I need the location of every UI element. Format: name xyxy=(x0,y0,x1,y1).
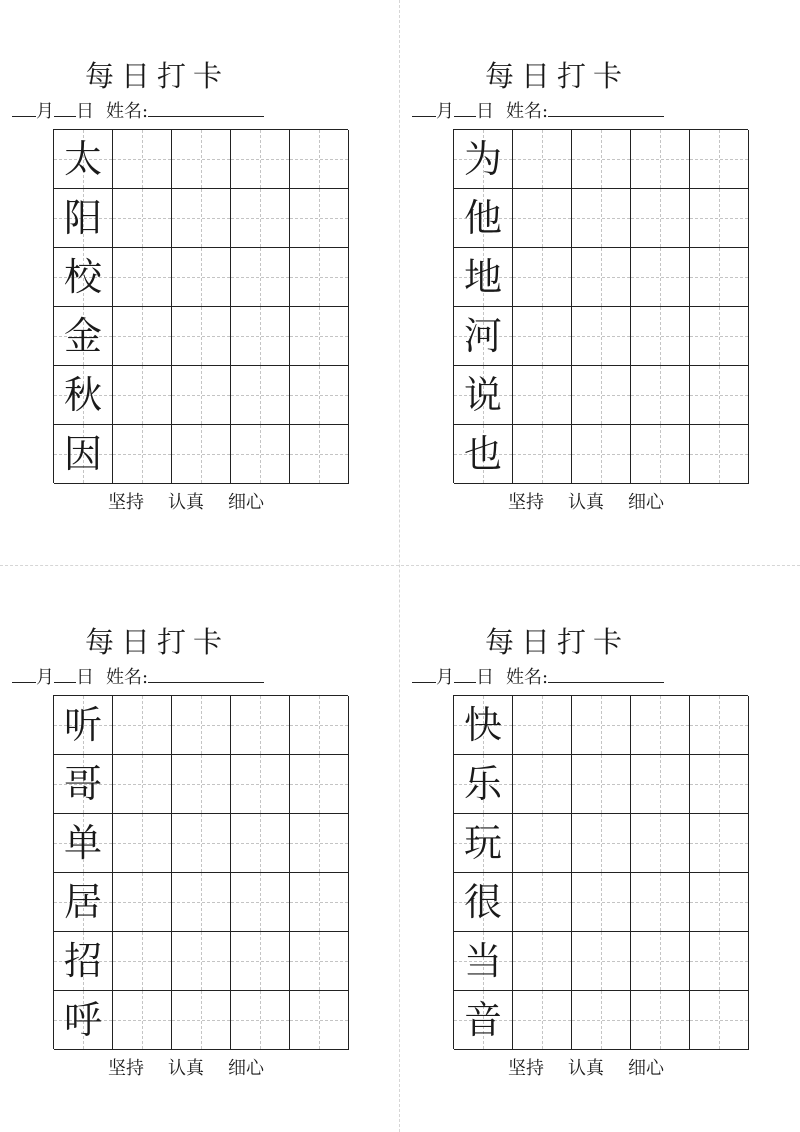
practice-cell[interactable] xyxy=(113,425,172,484)
model-character-cell xyxy=(454,755,513,814)
practice-cell[interactable] xyxy=(290,755,349,814)
model-character: 很 xyxy=(463,880,502,924)
writing-grid xyxy=(453,129,748,483)
practice-cell[interactable] xyxy=(572,248,631,307)
model-character-cell xyxy=(54,248,113,307)
motto-word: 坚持 xyxy=(508,1058,544,1079)
name-blank[interactable] xyxy=(548,96,664,117)
model-character: 哥 xyxy=(63,762,102,806)
model-character: 秋 xyxy=(63,373,102,417)
motto-word: 细心 xyxy=(228,1058,264,1079)
practice-cell[interactable] xyxy=(172,814,231,873)
practice-cell[interactable] xyxy=(690,425,749,484)
model-character-cell xyxy=(454,189,513,248)
name-label: 姓名: xyxy=(506,101,549,122)
motto-word: 细心 xyxy=(628,492,664,513)
day-blank[interactable] xyxy=(54,662,76,683)
practice-cell[interactable] xyxy=(690,189,749,248)
model-character-cell xyxy=(54,366,113,425)
card-title: 每日打卡 xyxy=(84,59,229,93)
practice-cell[interactable] xyxy=(172,755,231,814)
motto-line xyxy=(508,1056,688,1082)
motto-word: 坚持 xyxy=(508,492,544,513)
practice-cell[interactable] xyxy=(290,932,349,991)
practice-cell[interactable] xyxy=(231,307,290,366)
practice-cell[interactable] xyxy=(631,366,690,425)
practice-cell[interactable] xyxy=(631,696,690,755)
name-blank[interactable] xyxy=(148,662,264,683)
day-label: 日 xyxy=(76,101,94,122)
practice-cell[interactable] xyxy=(690,696,749,755)
practice-cell[interactable] xyxy=(572,307,631,366)
practice-cell[interactable] xyxy=(231,755,290,814)
practice-cell[interactable] xyxy=(572,696,631,755)
practice-cell[interactable] xyxy=(231,130,290,189)
model-character: 居 xyxy=(63,880,102,924)
model-character: 也 xyxy=(463,432,502,476)
practice-cell[interactable] xyxy=(172,696,231,755)
day-label: 日 xyxy=(476,667,494,688)
motto-word: 细心 xyxy=(628,1058,664,1079)
practice-cell[interactable] xyxy=(513,130,572,189)
practice-cell[interactable] xyxy=(690,366,749,425)
practice-cell[interactable] xyxy=(113,366,172,425)
motto-word: 认真 xyxy=(568,492,604,513)
date-name-line xyxy=(12,662,302,691)
name-blank[interactable] xyxy=(548,662,664,683)
name-label: 姓名: xyxy=(106,101,149,122)
practice-cell[interactable] xyxy=(513,814,572,873)
practice-cell[interactable] xyxy=(290,425,349,484)
practice-cell[interactable] xyxy=(572,814,631,873)
practice-cell[interactable] xyxy=(172,425,231,484)
practice-cell[interactable] xyxy=(690,130,749,189)
model-character-cell xyxy=(454,932,513,991)
model-character: 河 xyxy=(463,314,502,358)
motto-word: 认真 xyxy=(168,492,204,513)
practice-cell[interactable] xyxy=(172,873,231,932)
month-label: 月 xyxy=(36,101,54,122)
practice-cell[interactable] xyxy=(513,696,572,755)
practice-cell[interactable] xyxy=(113,696,172,755)
writing-grid xyxy=(453,695,748,1049)
model-character-cell xyxy=(454,991,513,1050)
model-character-cell xyxy=(454,425,513,484)
model-character-cell xyxy=(454,873,513,932)
practice-cell[interactable] xyxy=(631,425,690,484)
model-character: 说 xyxy=(463,373,502,417)
day-label: 日 xyxy=(476,101,494,122)
practice-cell[interactable] xyxy=(172,189,231,248)
practice-cell[interactable] xyxy=(513,307,572,366)
practice-cell[interactable] xyxy=(572,873,631,932)
practice-cell[interactable] xyxy=(172,130,231,189)
model-character: 校 xyxy=(63,255,102,299)
practice-cell[interactable] xyxy=(290,366,349,425)
practice-cell[interactable] xyxy=(231,366,290,425)
vertical-cut-line xyxy=(399,0,400,1132)
practice-cell[interactable] xyxy=(631,189,690,248)
date-name-line xyxy=(412,96,702,125)
model-character: 乐 xyxy=(463,762,502,806)
model-character: 因 xyxy=(63,432,102,476)
day-blank[interactable] xyxy=(454,662,476,683)
practice-cell[interactable] xyxy=(290,307,349,366)
model-character: 招 xyxy=(63,939,102,983)
model-character-cell xyxy=(54,696,113,755)
practice-cell[interactable] xyxy=(690,814,749,873)
model-character: 他 xyxy=(463,196,502,240)
practice-cell[interactable] xyxy=(631,130,690,189)
practice-cell[interactable] xyxy=(690,248,749,307)
month-blank[interactable] xyxy=(412,96,436,117)
practice-cell[interactable] xyxy=(631,755,690,814)
practice-cell[interactable] xyxy=(513,425,572,484)
motto-word: 认真 xyxy=(568,1058,604,1079)
model-character-cell xyxy=(454,696,513,755)
day-blank[interactable] xyxy=(54,96,76,117)
practice-cell[interactable] xyxy=(513,248,572,307)
practice-cell[interactable] xyxy=(513,755,572,814)
practice-cell[interactable] xyxy=(172,307,231,366)
model-character-cell xyxy=(54,189,113,248)
practice-cell[interactable] xyxy=(231,189,290,248)
motto-word: 认真 xyxy=(168,1058,204,1079)
model-character-cell xyxy=(454,130,513,189)
model-character: 金 xyxy=(63,314,102,358)
month-label: 月 xyxy=(436,101,454,122)
month-blank[interactable] xyxy=(12,96,36,117)
practice-cell[interactable] xyxy=(231,248,290,307)
practice-cell[interactable] xyxy=(290,189,349,248)
month-blank[interactable] xyxy=(12,662,36,683)
practice-cell[interactable] xyxy=(513,932,572,991)
model-character: 太 xyxy=(63,137,102,181)
model-character: 阳 xyxy=(63,196,102,240)
writing-grid xyxy=(53,129,348,483)
practice-cell[interactable] xyxy=(513,366,572,425)
practice-cell[interactable] xyxy=(113,248,172,307)
model-character: 听 xyxy=(63,703,102,747)
model-character-cell xyxy=(54,755,113,814)
practice-cell[interactable] xyxy=(113,189,172,248)
practice-cell[interactable] xyxy=(231,814,290,873)
model-character-cell xyxy=(54,873,113,932)
practice-cell[interactable] xyxy=(290,814,349,873)
practice-cell[interactable] xyxy=(231,991,290,1050)
practice-cell[interactable] xyxy=(113,307,172,366)
writing-grid xyxy=(53,695,348,1049)
practice-cell[interactable] xyxy=(290,873,349,932)
date-name-line xyxy=(412,662,702,691)
model-character-cell xyxy=(454,366,513,425)
practice-cell[interactable] xyxy=(631,873,690,932)
model-character-cell xyxy=(54,814,113,873)
practice-cell[interactable] xyxy=(290,696,349,755)
model-character: 单 xyxy=(63,821,102,865)
card-title: 每日打卡 xyxy=(484,625,629,659)
practice-cell[interactable] xyxy=(631,307,690,366)
practice-cell[interactable] xyxy=(231,696,290,755)
practice-cell[interactable] xyxy=(172,932,231,991)
practice-cell[interactable] xyxy=(690,873,749,932)
practice-cell[interactable] xyxy=(113,873,172,932)
practice-cell[interactable] xyxy=(172,248,231,307)
model-character: 音 xyxy=(463,998,502,1042)
day-label: 日 xyxy=(76,667,94,688)
practice-cell[interactable] xyxy=(290,248,349,307)
practice-cell[interactable] xyxy=(113,932,172,991)
practice-cell[interactable] xyxy=(513,873,572,932)
horizontal-cut-line xyxy=(0,565,800,566)
month-blank[interactable] xyxy=(412,662,436,683)
practice-cell[interactable] xyxy=(290,991,349,1050)
practice-cell[interactable] xyxy=(513,189,572,248)
motto-line xyxy=(108,490,288,516)
practice-cell[interactable] xyxy=(572,130,631,189)
practice-cell[interactable] xyxy=(690,307,749,366)
practice-cell[interactable] xyxy=(631,932,690,991)
practice-cell[interactable] xyxy=(231,425,290,484)
motto-word: 细心 xyxy=(228,492,264,513)
practice-cell[interactable] xyxy=(172,366,231,425)
model-character: 快 xyxy=(463,703,502,747)
model-character: 呼 xyxy=(63,998,102,1042)
name-label: 姓名: xyxy=(506,667,549,688)
name-blank[interactable] xyxy=(148,96,264,117)
practice-cell[interactable] xyxy=(231,873,290,932)
practice-cell[interactable] xyxy=(690,991,749,1050)
practice-cell[interactable] xyxy=(690,755,749,814)
practice-cell[interactable] xyxy=(631,814,690,873)
practice-cell[interactable] xyxy=(290,130,349,189)
practice-cell[interactable] xyxy=(631,248,690,307)
practice-cell[interactable] xyxy=(572,425,631,484)
practice-cell[interactable] xyxy=(631,991,690,1050)
model-character-cell xyxy=(54,307,113,366)
model-character-cell xyxy=(54,425,113,484)
motto-word: 坚持 xyxy=(108,492,144,513)
model-character: 当 xyxy=(463,939,502,983)
model-character: 玩 xyxy=(463,821,502,865)
model-character-cell xyxy=(454,248,513,307)
practice-cell[interactable] xyxy=(113,991,172,1050)
motto-line xyxy=(508,490,688,516)
month-label: 月 xyxy=(436,667,454,688)
practice-cell[interactable] xyxy=(572,932,631,991)
date-name-line xyxy=(12,96,302,125)
model-character-cell xyxy=(54,932,113,991)
practice-cell[interactable] xyxy=(572,991,631,1050)
model-character-cell xyxy=(454,814,513,873)
model-character-cell xyxy=(454,307,513,366)
name-label: 姓名: xyxy=(106,667,149,688)
day-blank[interactable] xyxy=(454,96,476,117)
practice-cell[interactable] xyxy=(572,366,631,425)
practice-cell[interactable] xyxy=(572,755,631,814)
practice-cell[interactable] xyxy=(231,932,290,991)
model-character: 地 xyxy=(463,255,502,299)
practice-cell[interactable] xyxy=(113,755,172,814)
model-character-cell xyxy=(54,130,113,189)
practice-cell[interactable] xyxy=(113,814,172,873)
model-character: 为 xyxy=(463,137,502,181)
card-title: 每日打卡 xyxy=(484,59,629,93)
motto-line xyxy=(108,1056,288,1082)
practice-cell[interactable] xyxy=(572,189,631,248)
motto-word: 坚持 xyxy=(108,1058,144,1079)
card-title: 每日打卡 xyxy=(84,625,229,659)
practice-cell[interactable] xyxy=(113,130,172,189)
month-label: 月 xyxy=(36,667,54,688)
practice-cell[interactable] xyxy=(172,991,231,1050)
practice-cell[interactable] xyxy=(513,991,572,1050)
model-character-cell xyxy=(54,991,113,1050)
practice-cell[interactable] xyxy=(690,932,749,991)
